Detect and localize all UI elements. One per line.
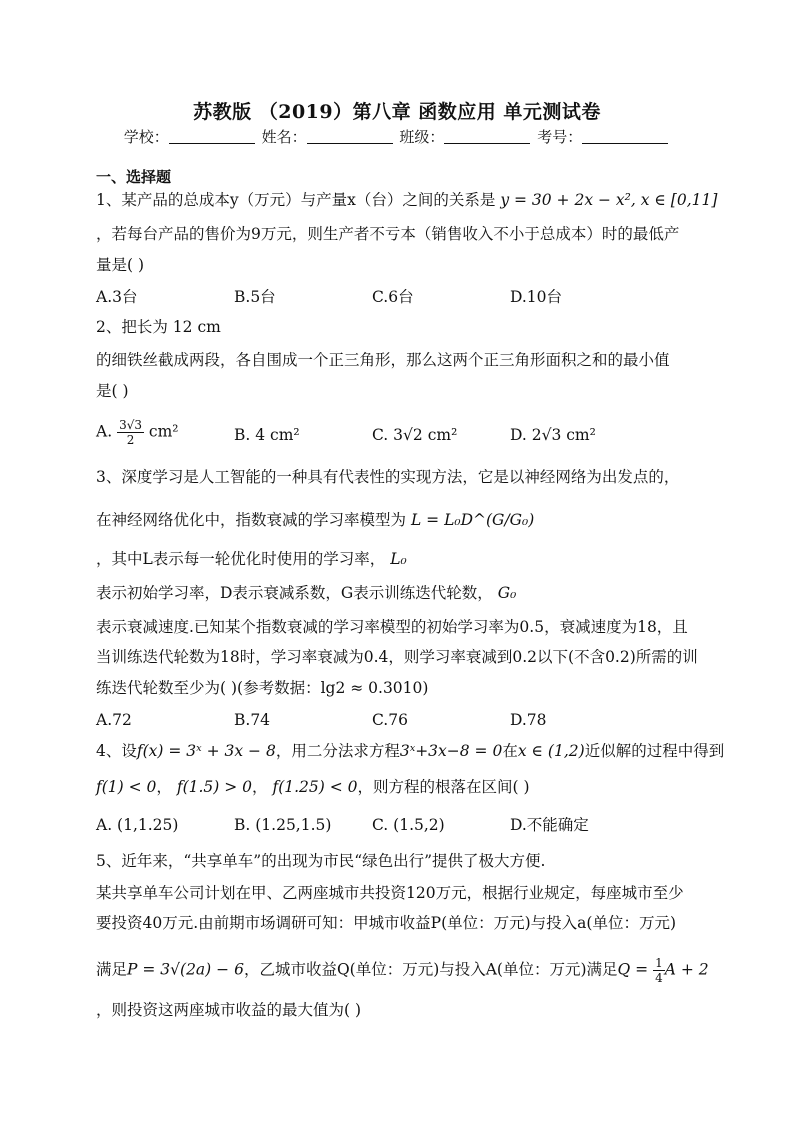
q2-option-a-unit: cm² <box>143 422 179 441</box>
q2-option-a-prefix: A. <box>96 422 113 441</box>
q5-line5: ，则投资这两座城市收益的最大值为( ) <box>96 1001 362 1019</box>
q3-line4-var: G₀ <box>497 584 517 602</box>
q3-line1: 3、深度学习是人工智能的一种具有代表性的实现方法，它是以神经网络为出发点的， <box>96 468 680 486</box>
q4-line1-b: ，用二分法求方程 <box>275 742 400 760</box>
name-blank[interactable] <box>307 129 393 144</box>
q2-line1: 2、把长为 12 cm <box>96 318 221 336</box>
q3-line5: 表示衰减速度.已知某个指数衰减的学习率模型的初始学习率为0.5，衰减速度为18，且 <box>96 618 688 636</box>
q3-line3 <box>96 548 407 570</box>
school-label: 学校： <box>123 128 169 146</box>
q3-line3-text: ，其中L表示每一轮优化时使用的学习率， <box>96 550 386 568</box>
q4-line2-d: ，则方程的根落在区间( ) <box>357 778 530 796</box>
class-blank[interactable] <box>444 129 530 144</box>
section-heading: 一、选择题 <box>96 168 172 186</box>
q3-formula: L = L₀D^(G/G₀) <box>410 511 535 529</box>
q4-equation: 3ˣ+3x−8 = 0 <box>399 742 503 760</box>
page-title: 苏教版 （2019）第八章 函数应用 单元测试卷 <box>193 101 601 123</box>
q3-line4 <box>96 582 516 604</box>
q4-value-1: f(1) < 0 <box>96 778 157 796</box>
q5-formula-p: P = 3√(2a) − 6 <box>127 960 244 979</box>
q2-option-d[interactable]: D. 2√3 cm² <box>510 426 596 444</box>
exam-number-blank[interactable] <box>582 129 668 144</box>
q2-option-b[interactable]: B. 4 cm² <box>234 426 300 444</box>
q1-option-a[interactable]: A.3台 <box>96 288 138 306</box>
q4-option-d[interactable]: D.不能确定 <box>510 816 589 834</box>
name-label: 姓名： <box>261 128 307 146</box>
q2-option-a-fraction <box>117 418 144 447</box>
q2-option-a-denominator: 2 <box>126 433 135 447</box>
q3-line3-var: L₀ <box>390 550 407 568</box>
q5-formula-q-post: A + 2 <box>664 960 709 979</box>
q1-option-c[interactable]: C.6台 <box>372 288 414 306</box>
q4-value-2: f(1.5) > 0 <box>176 778 253 796</box>
q3-option-b[interactable]: B.74 <box>234 711 271 729</box>
school-blank[interactable] <box>169 129 255 144</box>
q3-line4-text: 表示初始学习率，D表示衰减系数，G表示训练迭代轮数， <box>96 584 493 602</box>
q2-option-a-numerator: 3√3 <box>119 418 142 432</box>
q4-option-c[interactable]: C. (1.5,2) <box>372 816 445 834</box>
q5-line4-a: 满足 <box>96 960 128 979</box>
q4-value-3: f(1.25) < 0 <box>272 778 358 796</box>
q5-line4 <box>96 956 709 985</box>
q3-line7: 练迭代轮数至少为( )(参考数据：lg2 ≈ 0.3010) <box>96 679 429 697</box>
q4-option-a[interactable]: A. (1,1.25) <box>96 816 179 834</box>
q3-option-c[interactable]: C.76 <box>372 711 408 729</box>
q3-text: 在神经网络优化中，指数衰减的学习率模型为 <box>96 511 407 529</box>
q3-option-a[interactable]: A.72 <box>96 711 132 729</box>
q4-line2: f(1) < 0， f(1.5) > 0， f(1.25) < 0，则方程的根落在区间( ) <box>96 778 530 796</box>
exam-number-label: 考号： <box>537 128 583 146</box>
q2-option-c[interactable]: C. 3√2 cm² <box>372 426 458 444</box>
q5-line2: 某共享单车公司计划在甲、乙两座城市共投资120万元，根据行业规定，每座城市至少 <box>96 884 684 902</box>
q4-range: x ∈ (1,2) <box>517 742 585 760</box>
student-info-row <box>0 126 794 147</box>
q4-function: f(x) = 3ˣ + 3x − 8 <box>136 742 276 760</box>
q5-fraction-numerator: 1 <box>655 956 663 970</box>
q3-line2 <box>96 509 534 531</box>
q4-line1-a: 4、设 <box>96 742 137 760</box>
q5-fraction-denominator: 4 <box>655 971 663 985</box>
q5-formula-q-pre: Q = <box>617 960 654 979</box>
q5-fraction <box>653 956 665 985</box>
q5-line1: 5、近年来，“共享单车”的出现为市民“绿色出行”提供了极大方便. <box>96 852 546 870</box>
q1-line1 <box>96 189 717 211</box>
q4-option-b[interactable]: B. (1.25,1.5) <box>234 816 332 834</box>
q1-option-b[interactable]: B.5台 <box>234 288 276 306</box>
q1-option-d[interactable]: D.10台 <box>510 288 563 306</box>
q1-text: 1、某产品的总成本y（万元）与产量x（台）之间的关系是 <box>96 191 496 209</box>
q4-line1-c: 在 <box>502 742 518 760</box>
q3-option-d[interactable]: D.78 <box>510 711 547 729</box>
q1-formula: y = 30 + 2x − x², x ∈ [0,11] <box>500 191 718 209</box>
q5-line3: 要投资40万元.由前期市场调研可知：甲城市收益P(单位：万元)与投入a(单位：万元) <box>96 914 677 932</box>
q4-line1 <box>96 740 724 762</box>
q1-line3: 量是( ) <box>96 256 145 274</box>
q2-option-a[interactable] <box>96 418 179 447</box>
q3-line6: 当训练迭代轮数为18时，学习率衰减为0.4，则学习率衰减到0.2以下(不含0.2)所需的训 <box>96 648 698 666</box>
q2-line2: 的细铁丝截成两段，各自围成一个正三角形，那么这两个正三角形面积之和的最小值 <box>96 351 670 369</box>
q1-line2: ，若每台产品的售价为9万元，则生产者不亏本（销售收入不小于总成本）时的最低产 <box>96 225 680 243</box>
q5-line4-b: ，乙城市收益Q(单位：万元)与投入A(单位：万元)满足 <box>243 960 618 979</box>
class-label: 班级： <box>399 128 445 146</box>
q2-line3: 是( ) <box>96 382 129 400</box>
q4-line1-d: 近似解的过程中得到 <box>584 742 725 760</box>
